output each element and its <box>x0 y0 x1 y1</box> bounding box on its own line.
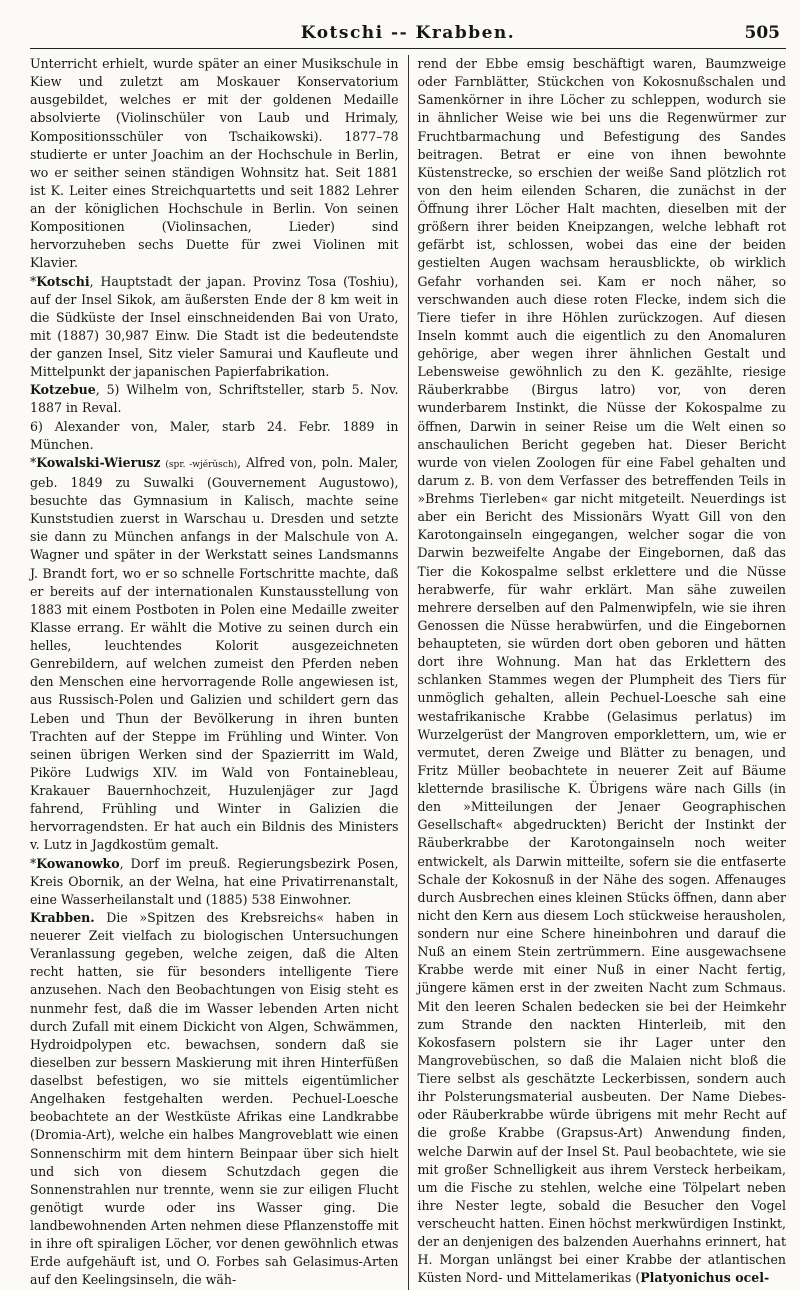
entry-kotschi <box>30 273 399 382</box>
text-columns <box>30 55 786 1290</box>
entry-text: , Hauptstadt der japan. Provinz Tosa (Toshiu), auf der Insel Sikok, am äußersten Ende der 8 km weit in die Südküste der Insel einschneidenden Bai von Urato, mit (1887) 30,987 Einw. Die Stadt ist die bedeutendste der ganzen Insel, Sitz vieler Samurai und Kaufleute und Mittelpunkt der japanischen Papierfabrikation. <box>30 273 399 380</box>
entry-krabben-continued <box>418 55 787 1288</box>
headword-kowalski: Kowalski-Wierusz <box>36 454 161 470</box>
entry-krabben <box>30 909 399 1290</box>
entry-mark: * <box>30 855 37 871</box>
right-column <box>408 55 787 1290</box>
entry-kotzebue <box>30 381 399 417</box>
entry-text: , Alfred von, poln. Maler, geb. 1849 zu Suwalki (Gouvernement Augustowo), besuchte das Gymnasium in Kalisch, machte seine Kunststudien zuerst in Warschau u. Dresden und setzte sie dann zu München anfangs in der Malschule von A. Wagner und später in der Werkstatt seines Landsmanns J. Brandt fort, wo er so schnelle Fortschritte machte, daß er bereits auf der internationalen Kunstausstellung von 1883 mit einem Postboten in Polen eine Medaille zweiter Klasse errang. Er wählt die Motive zu seinen durch ein helles, leuchtendes Kolorit ausgezeichneten Genrebildern, auf welchen zumeist den Pferden neben den Menschen eine hervorragende Rolle angewiesen ist, aus Russisch-Polen und Galizien und schildert gern das Leben und Thun der Bevölkerung in ihren bunten Trachten auf der Steppe im Frühling und Winter. Von seinen übrigen Werken sind der Spazierritt im Wald, Piköre Ludwigs XIV. im Wald von Fontainebleau, Krakauer Bauernhochzeit, Huzulenjäger zur Jagd fahrend, Frühling und Winter in Galizien die hervorragendsten. Er hat auch ein Bildnis des Ministers v. Lutz in Jagdkostüm gemalt. <box>30 454 399 853</box>
entry-text: rend der Ebbe emsig beschäftigt waren, Baumzweige oder Farnblätter, Stückchen von Kokosnußschalen und Samenkörner in ihre Löcher zu schleppen, wodurch sie in ähnlicher Weise wie bei uns die Regenwürmer zur Fruchtbarmachung und Befestigung des Sandes beitragen. Betrat er eine von ihnen bewohnte Küstenstrecke, so erschien der weiße Sand plötzlich rot von den heim eilenden Scharen, die zunächst in der Öffnung ihrer Löcher Halt machten, dieselben mit der größern ihrer beiden Kneipzangen, welche lebhaft rot gefärbt ist, schlossen, wobei das eine der beiden gestielten Augen wachsam herausblickte, ob wirklich Gefahr vorhanden sei. Kam er noch näher, so verschwanden auch diese roten Flecke, indem sich die Tiere tiefer in ihre Höhlen zurückzogen. Auf diesen Inseln kommt auch die eigentlich zu den Anomaluren gehörige, aber wegen ihrer ähnlichen Gestalt und Lebensweise gewöhnlich zu den K. gezählte, riesige Räuberkrabbe (Birgus latro) vor, von deren wunderbarem Instinkt, die Nüsse der Kokospalme zu öffnen, Darwin in seiner Reise um die Welt einen so anschaulichen Bericht gegeben hat. Dieser Bericht wurde von vielen Zoologen für eine Fabel gehalten und darum z. B. von dem Verfasser des betreffenden Teils in »Brehms Tierleben« gar nicht mitgeteilt. Neuerdings ist aber ein Bericht des Missionärs Wyatt Gill von den Karotongainseln eingegangen, welcher sogar die von Darwin bezweifelte Angabe der Eingebornen, daß das Tier die Kokospalme selbst erklettere und die Nüsse herabwerfe, für wahr erklärt. Man sähe zuweilen mehrere derselben auf den Palmenwipfeln, wie sie ihren Genossen die Nüsse herabwürfen, und die Eingebornen behaupteten, sie würden dort oben geboren und hätten dort ihre Wohnung. Man hat das Erklettern des schlanken Stammes wegen der Plumpheit des Tiers für unmöglich gehalten, allein Pechuel-Loesche sah eine westafrikanische Krabbe (Gelasimus perlatus) im Wurzelgerüst der Mangroven emporklettern, um, wie er vermutet, deren Zweige und Blätter zu benagen, und Fritz Müller beobachtete in neuerer Zeit auf Bäume kletternde brasilische K. Übrigens wäre nach Gills (in den »Mitteilungen der Jenaer Geographischen Gesellschaft« abgedruckten) Bericht der Instinkt der Räuberkrabbe der Karotongainseln noch weiter entwickelt, als Darwin mitteilte, sofern sie die entfaserte Schale der Kokosnuß in der Nähe des sogen. Affenauges durch Ausbrechen eines kleinen Stücks öffnen, dann aber nicht den Kern aus diesem Loch stückweise herausholen, sondern nur eine Schere hineinbohren und darauf die Nuß an einem Stein zertrümmern. Eine ausgewachsene Krabbe werde mit einer Nuß in einer Nacht fertig, jüngere kämen erst in der zweiten Nacht zum Schmaus. Mit den leeren Schalen bedecken sie bei der Heimkehr zum Strande den nackten Hinterleib, mit den Kokosfasern polstern sie ihr Lager unter den Mangrovebüschen, so daß die Malaien nicht bloß die Tiere selbst als geschätzte Leckerbissen, sondern auch ihr Polsterungsmaterial ausbeuten. Der Name Diebes- oder Räuberkrabbe würde übrigens mit mehr Recht auf die große Krabbe (Grapsus-Art) Anwendung finden, welche Darwin auf der Insel St. Paul beobachtete, wie sie mit großer Schnelligkeit aus ihrem Versteck herbeikam, um die Fische zu stehlen, welche eine Tölpelart neben ihre Nester legte, sobald die Besucher den Vogel verscheucht hatten. Einen höchst merkwürdigen Instinkt, der an denjenigen des balzenden Auerhahns erinnert, hat H. Morgan unlängst bei einer Krabbe der atlantischen Küsten Nord- und Mittelamerikas ( <box>417 56 786 1286</box>
entry-text: Die »Spitzen des Krebsreichs« haben in neuerer Zeit vielfach zu biologischen Untersuchungen Veranlassung gegeben, welche zeigen, daß die Alten recht hatten, sie für besonders intelligente Tiere anzusehen. Nach den Beobachtungen von Eisig steht es nunmehr fest, daß die im Wasser lebenden Arten nicht durch Zufall mit einem Dickicht von Algen, Schwämmen, Hydroidpolypen etc. bewachsen, sondern daß sie dieselben zur bessern Maskierung mit ihren Hinterfüßen daselbst befestigen, wo sie mittels eigentümlicher Angelhaken festgehalten werden. Pechuel-Loesche beobachtete an der Westküste Afrikas eine Landkrabbe (Dromia-Art), welche ein halbes Mangroveblatt wie einen Sonnenschirm mit dem hintern Beinpaar über sich hielt und sich von diesem Schutzdach gegen die Sonnenstrahlen nur trennte, wenn sie zur eiligen Flucht genötigt wurde oder ins Wasser ging. Die landbewohnenden Arten nehmen diese Pflanzenstoffe mit in ihre oft spiraligen Löcher, vor denen gewöhnlich etwas Erde aufgehäuft ist, und O. Forbes sah Gelasimus-Arten auf den Keelingsinseln, die wäh- <box>30 909 399 1288</box>
left-column <box>30 55 408 1290</box>
page-header <box>30 12 786 49</box>
entry-kowalski <box>30 454 399 855</box>
entry-kowanowko <box>30 855 399 909</box>
headword-krabben: Krabben. <box>30 909 95 925</box>
headword-kotzebue: Kotzebue <box>30 382 96 398</box>
page-number: 505 <box>744 23 780 43</box>
entry-continued: Unterricht erhielt, wurde später an einer Musikschule in Kiew und zuletzt am Moskauer Konservatorium ausgebildet, welches er mit der goldenen Medaille absolvierte (Violinschüler von Laub und Hrimaly, Kompositionsschüler von Tschaikowski). 1877–78 studierte er unter Joachim an der Hochschule in Berlin, wo er seither seinen ständigen Wohnsitz hat. Seit 1881 ist K. Leiter eines Streichquartetts und seit 1882 Lehrer an der königlichen Hochschule in Berlin. Von seinen Kompositionen (Violinsachen, Lieder) sind hervorzuheben sechs Duette für zwei Violinen mit Klavier. <box>30 56 399 271</box>
running-head: Kotschi -- Krabben. <box>300 23 516 43</box>
species-name: Platyonichus ocel- <box>640 1270 770 1286</box>
entry-kotzebue-2: 6) Alexander von, Maler, starb 24. Febr. 1889 in München. <box>30 418 399 452</box>
headword-kowanowko: Kowanowko <box>36 855 120 871</box>
entry-mark: * <box>30 454 37 470</box>
entry-mark: * <box>30 273 37 289</box>
pronunciation: (spr. -wjérŭsch) <box>165 459 238 470</box>
entry-text: , Dorf im preuß. Regierungsbezirk Posen, Kreis Obornik, an der Welna, hat eine Privatirrenanstalt, eine Wasserheilanstalt und (1885) 538 Einwohner. <box>30 855 399 907</box>
headword-kotschi: Kotschi <box>36 273 90 289</box>
entry-text: , 5) Wilhelm von, Schriftsteller, starb 5. Nov. 1887 in Reval. <box>30 382 399 416</box>
